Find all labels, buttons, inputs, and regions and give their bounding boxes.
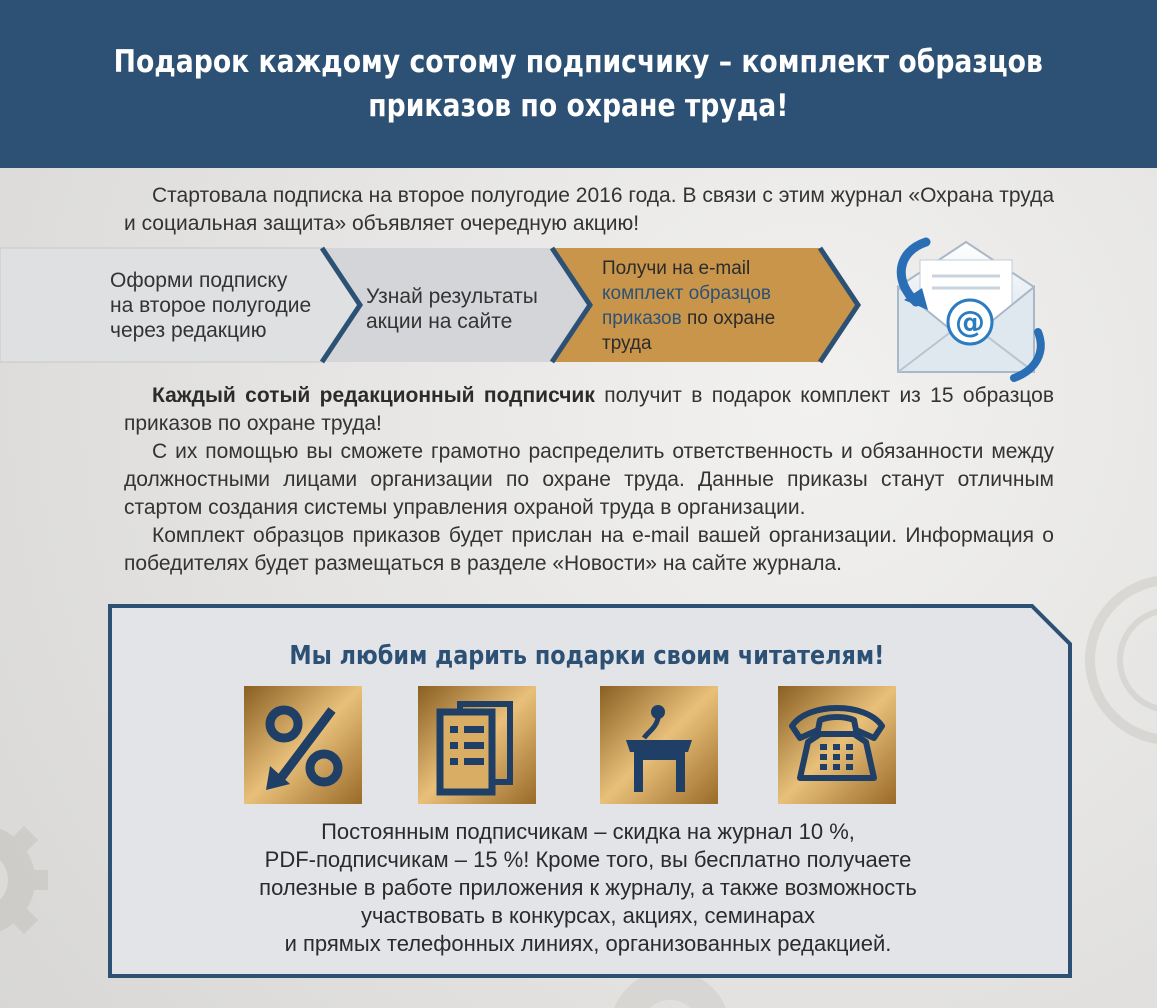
telephone-icon [778,686,896,804]
paragraph-3: Комплект образцов приказов будет прислан на e-mail вашей организации. Информация о победителях будет размещаться в разделе «Новости» на сайте журнала. [124,524,1054,575]
gifts-title-text: Мы любим дарить подарки своим читателям! [289,641,885,671]
paragraph-1-rest: получит в подарок комплект из 15 образцов приказов по охране труда! [124,384,1054,435]
gifts-line-4: участвовать в конкурсах, акциях, семинарах [360,903,816,928]
paragraph-2: С их помощью вы сможете грамотно распределить ответственность и обязанности между должностными лицами организации по охране труда. Данные приказы станут отличным стартом создания системы управления охраной труда в организации. [124,440,1054,519]
step-2-line-1: Узнай результаты [366,285,538,308]
paragraph-1 [124,382,1054,438]
documents-icon [418,686,536,804]
step-3-line-3-rest: по охране [681,308,776,329]
step-1-line-3: через редакцию [110,319,267,342]
gear-decoration-right [1060,560,1157,760]
step-3-line-3-highlight: приказов [602,308,682,329]
email-envelope-icon [886,232,1046,382]
gifts-description [130,818,1046,958]
step-3-line-3 [602,306,775,331]
page-title-line-1: Подарок каждому сотому подписчику – комплект образцов [113,44,1044,80]
gear-decoration-left [0,800,80,960]
step-3-line-4: труда [602,333,652,354]
gifts-title [108,638,1066,674]
main-text-block [124,382,1054,578]
podium-microphone-icon [600,686,718,804]
gifts-line-5: и прямых телефонных линиях, организованных редакцией. [284,931,892,956]
paragraph-1-bold: Каждый сотый редакционный подписчик [152,384,595,407]
step-3-line-1: Получи на e-mail [602,258,751,279]
step-2-text [366,284,538,334]
steps-flow [0,246,880,364]
page-title-line-2: приказов по охране труда! [368,88,789,124]
gifts-line-2: PDF-подписчикам – 15 %! Кроме того, вы бесплатно получаете [264,847,912,872]
step-1-text [110,268,311,343]
gifts-line-3: полезные в работе приложения к журналу, а также возможность [259,875,917,900]
step-1-line-2: на второе полугодие [110,294,312,317]
step-3-line-2: комплект образцов [602,283,772,304]
intro-paragraph: Стартовала подписка на второе полугодие 2016 года. В связи с этим журнал «Охрана труда и социальная защита» объявляет очередную акцию! [124,184,1054,235]
step-3-text [602,256,775,356]
gifts-line-1: Постоянным подписчикам – скидка на журнал 10 %, [321,819,855,844]
step-2-line-2: акции на сайте [366,310,513,333]
percent-discount-icon [244,686,362,804]
step-1-line-1: Оформи подписку [110,269,288,292]
svg-text:@: @ [955,305,985,340]
header-banner [0,0,1157,168]
